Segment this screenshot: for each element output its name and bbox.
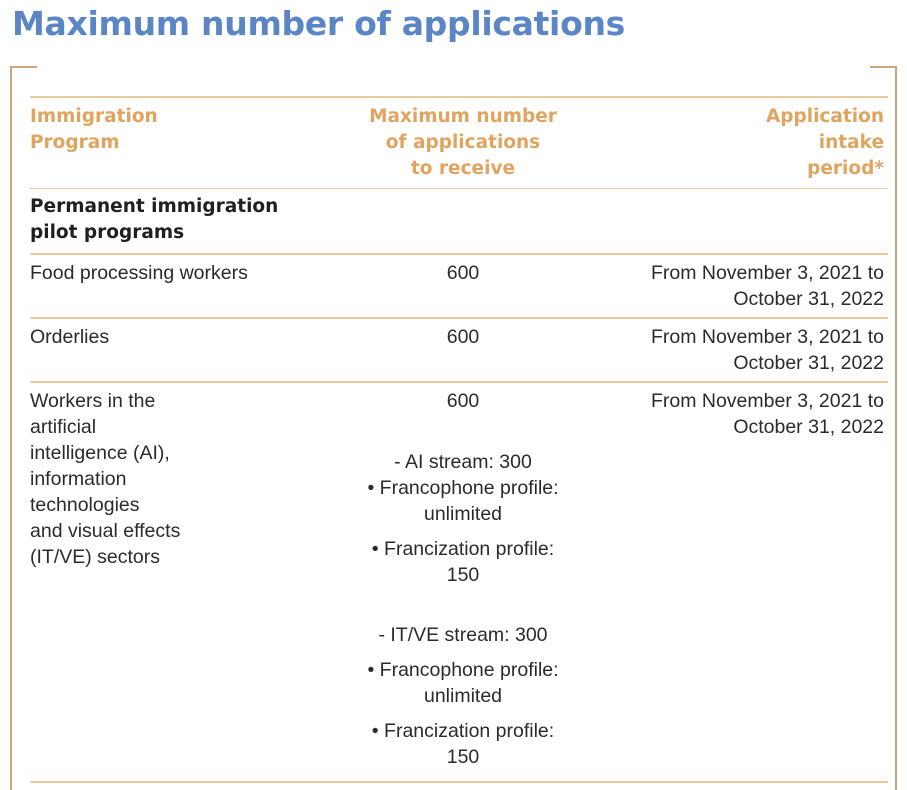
- section-title: Permanent immigration pilot programs: [30, 196, 279, 243]
- header-maximum-applications: Maximum number of applications to receive: [369, 106, 557, 179]
- page-title: Maximum number of applications: [12, 4, 625, 43]
- ai-francophone-profile: • Francophone profile: unlimited: [367, 477, 559, 525]
- table-row: [30, 255, 888, 317]
- intake-period-cell: From November 3, 2021 to October 31, 2022: [650, 326, 884, 374]
- program-cell: Orderlies: [30, 326, 110, 348]
- itve-francization-profile: • Francization profile: 150: [371, 720, 555, 768]
- intake-period-cell: From November 3, 2021 to October 31, 2022: [650, 390, 884, 438]
- table-row: [30, 319, 888, 381]
- table-bottom-rule: [30, 781, 888, 783]
- intake-period-cell: From November 3, 2021 to October 31, 2022: [650, 262, 884, 310]
- program-cell: Workers in the artificial intelligence (AI), information technologies and visual effects (IT/VE) sectors: [30, 390, 181, 568]
- max-applications-cell: 600: [446, 262, 480, 284]
- section-row: [30, 189, 888, 253]
- table-header-row: [30, 98, 888, 188]
- header-intake-period: Application intake period*: [765, 106, 884, 179]
- header-immigration-program: Immigration Program: [30, 106, 158, 153]
- applications-table: [30, 96, 888, 779]
- ai-francization-profile: • Francization profile: 150: [371, 538, 555, 586]
- itve-stream-line: - IT/VE stream: 300: [378, 624, 548, 646]
- ai-stream-line: - AI stream: 300: [394, 451, 532, 473]
- itve-francophone-profile: • Francophone profile: unlimited: [367, 659, 559, 707]
- max-applications-cell: 600: [446, 326, 480, 348]
- max-applications-cell: 600: [446, 390, 480, 412]
- table-row: [30, 383, 888, 779]
- program-cell: Food processing workers: [30, 262, 248, 284]
